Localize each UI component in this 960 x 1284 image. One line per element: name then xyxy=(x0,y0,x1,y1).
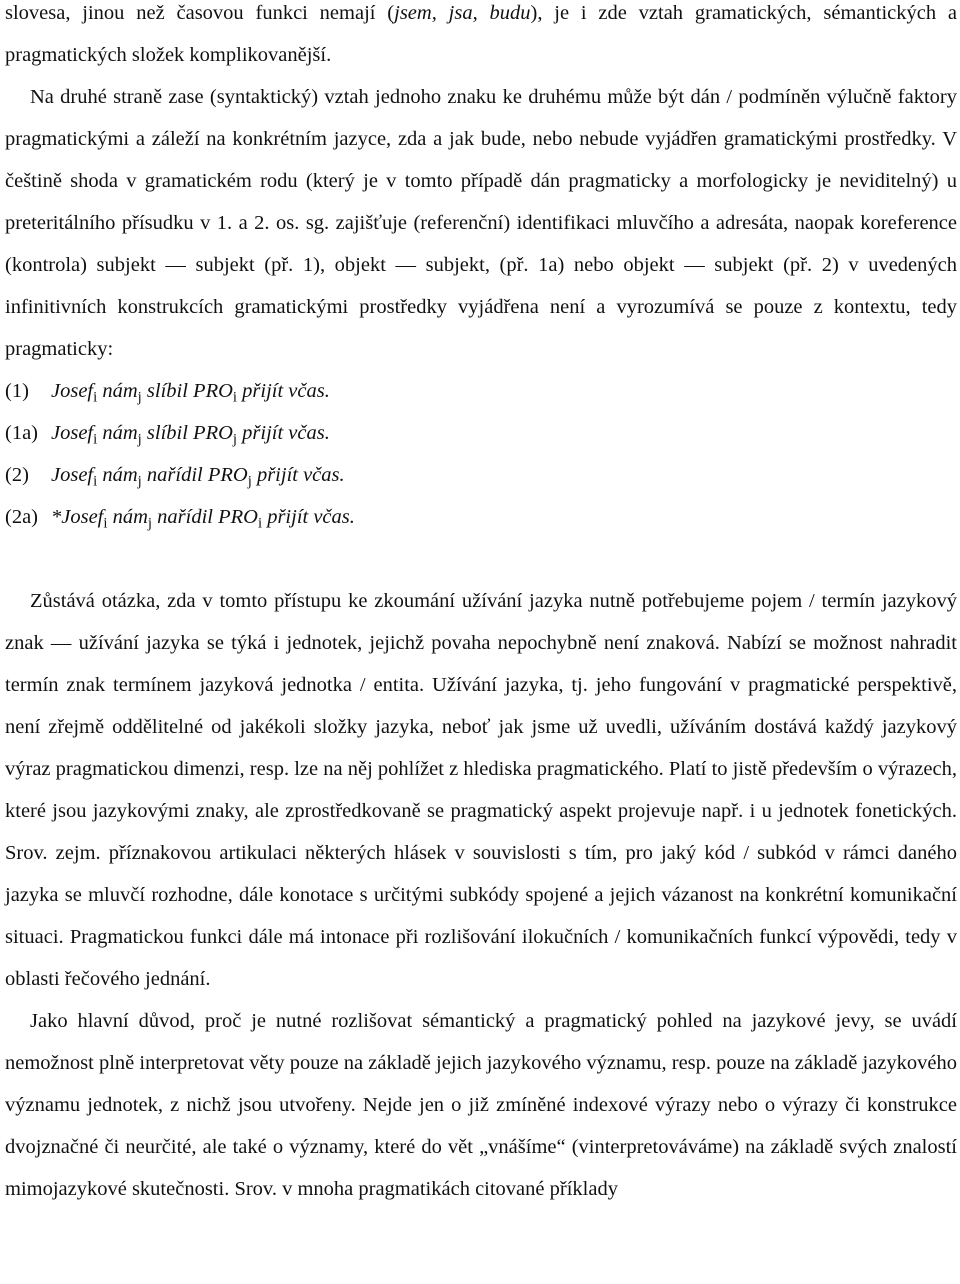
em-dash: — xyxy=(395,254,417,276)
em-dash: — xyxy=(684,254,705,276)
em-dash: — xyxy=(50,632,72,654)
italic-verb-forms: jsem, jsa, budu xyxy=(394,2,531,24)
example-2: (2) Josef$_i$ nám$_j$ nařídil $PRO_j$ přijít včas. xyxy=(5,464,345,490)
blank-line xyxy=(5,538,957,580)
example-2a: (2a) *Josef$_i$ nám$_j$ nařídil $PRO_i$ přijít včas. xyxy=(5,506,355,532)
paragraph-language-use: Zůstává otázka, zda v tomto přístupu ke zkoumání užívání jazyka nutně potřebujeme pojem / termín jazykový znak — užívání jazyka se týká i jednotek, jejichž povaha nepochybně není znaková. Nabízí se možnost nahradit termín znak termínem jazyková jednotka / entita. Užívání jazyka, tj. jeho fungování v pragmatické perspektivě, není zřejmě oddělitelné od jakékoli složky jazyka, neboť jak jsme už uvedli, užíváním dostává každý jazykový výraz pragmatickou dimenzi, resp. lze na něj pohlížet z hlediska pragmatického. Platí to jistě především o výrazech, které jsou jazykovými znaky, ale zprostředkovaně se pragmatický aspekt projevuje např. i u jednotek fonetických. Srov. zejm. příznakovou artikulaci některých hlásek v souvislosti s tím, pro jaký kód / subkód v rámci daného jazyka se mluvčí rozhodne, dále konotace s určitými subkódy spojené a jejich vázanost na konkrétní komunikační situaci. Pragmatickou funkci dále má intonace při rozlišování ilokučních / komunikačních funkcí výpovědi, tedy v oblasti řečového jednání. xyxy=(5,590,957,990)
paragraph-syntactic-relation: Na druhé straně zase (syntaktický) vztah jednoho znaku ke druhému může být dán / podmíněn výlučně faktory pragmatickými a záleží na konkrétním jazyce, zda a jak bude, nebo nebude vyjádřen gramatickými prostředky. V češtině shoda v gramatickém rodu (který je v tomto případě dán pragmaticky a morfologicky je neviditelný) u preteritálního přísudku v 1. a 2. os. sg. zajišťuje (referenční) identifikaci mluvčího a adresáta, naopak koreference (kontrola) subjekt — subjekt (př. 1), objekt — subjekt, (př. 1a) nebo objekt — subjekt (př. 2) v uvedených infinitivních konstrukcích gramatickými prostředky vyjádřena není a vyrozumívá se pouze z kontextu, tedy pragmaticky: xyxy=(5,86,957,360)
example-1: (1) Josef$_i$ nám$_j$ slíbil $PRO_i$ přijít včas. xyxy=(5,380,330,406)
example-1a: (1a) Josef$_i$ nám$_j$ slíbil $PRO_j$ přijít včas. xyxy=(5,422,330,448)
em-dash: — xyxy=(165,254,186,276)
paragraph-main-reason: Jako hlavní důvod, proč je nutné rozlišovat sémantický a pragmatický pohled na jazykové jevy, se uvádí nemožnost plně interpretovat věty pouze na základě jejich jazykového významu, resp. pouze na základě jazykového významu jednotek, z nichž jsou utvořeny. Nejde jen o již zmíněné indexové výrazy nebo o výrazy či konstrukce dvojznačné či neurčité, ale také o významy, které do vět „vnášíme“ (vinterpretováváme) na základě svých znalostí mimojazykové skutečnosti. Srov. v mnoha pragmatikách citované příklady xyxy=(5,1010,957,1200)
paragraph-intro-end: slovesa, jinou než časovou funkci nemají (jsem, jsa, budu), je i zde vztah gramatických, sémantických a pragmatických složek komplikovanější. xyxy=(5,2,958,66)
